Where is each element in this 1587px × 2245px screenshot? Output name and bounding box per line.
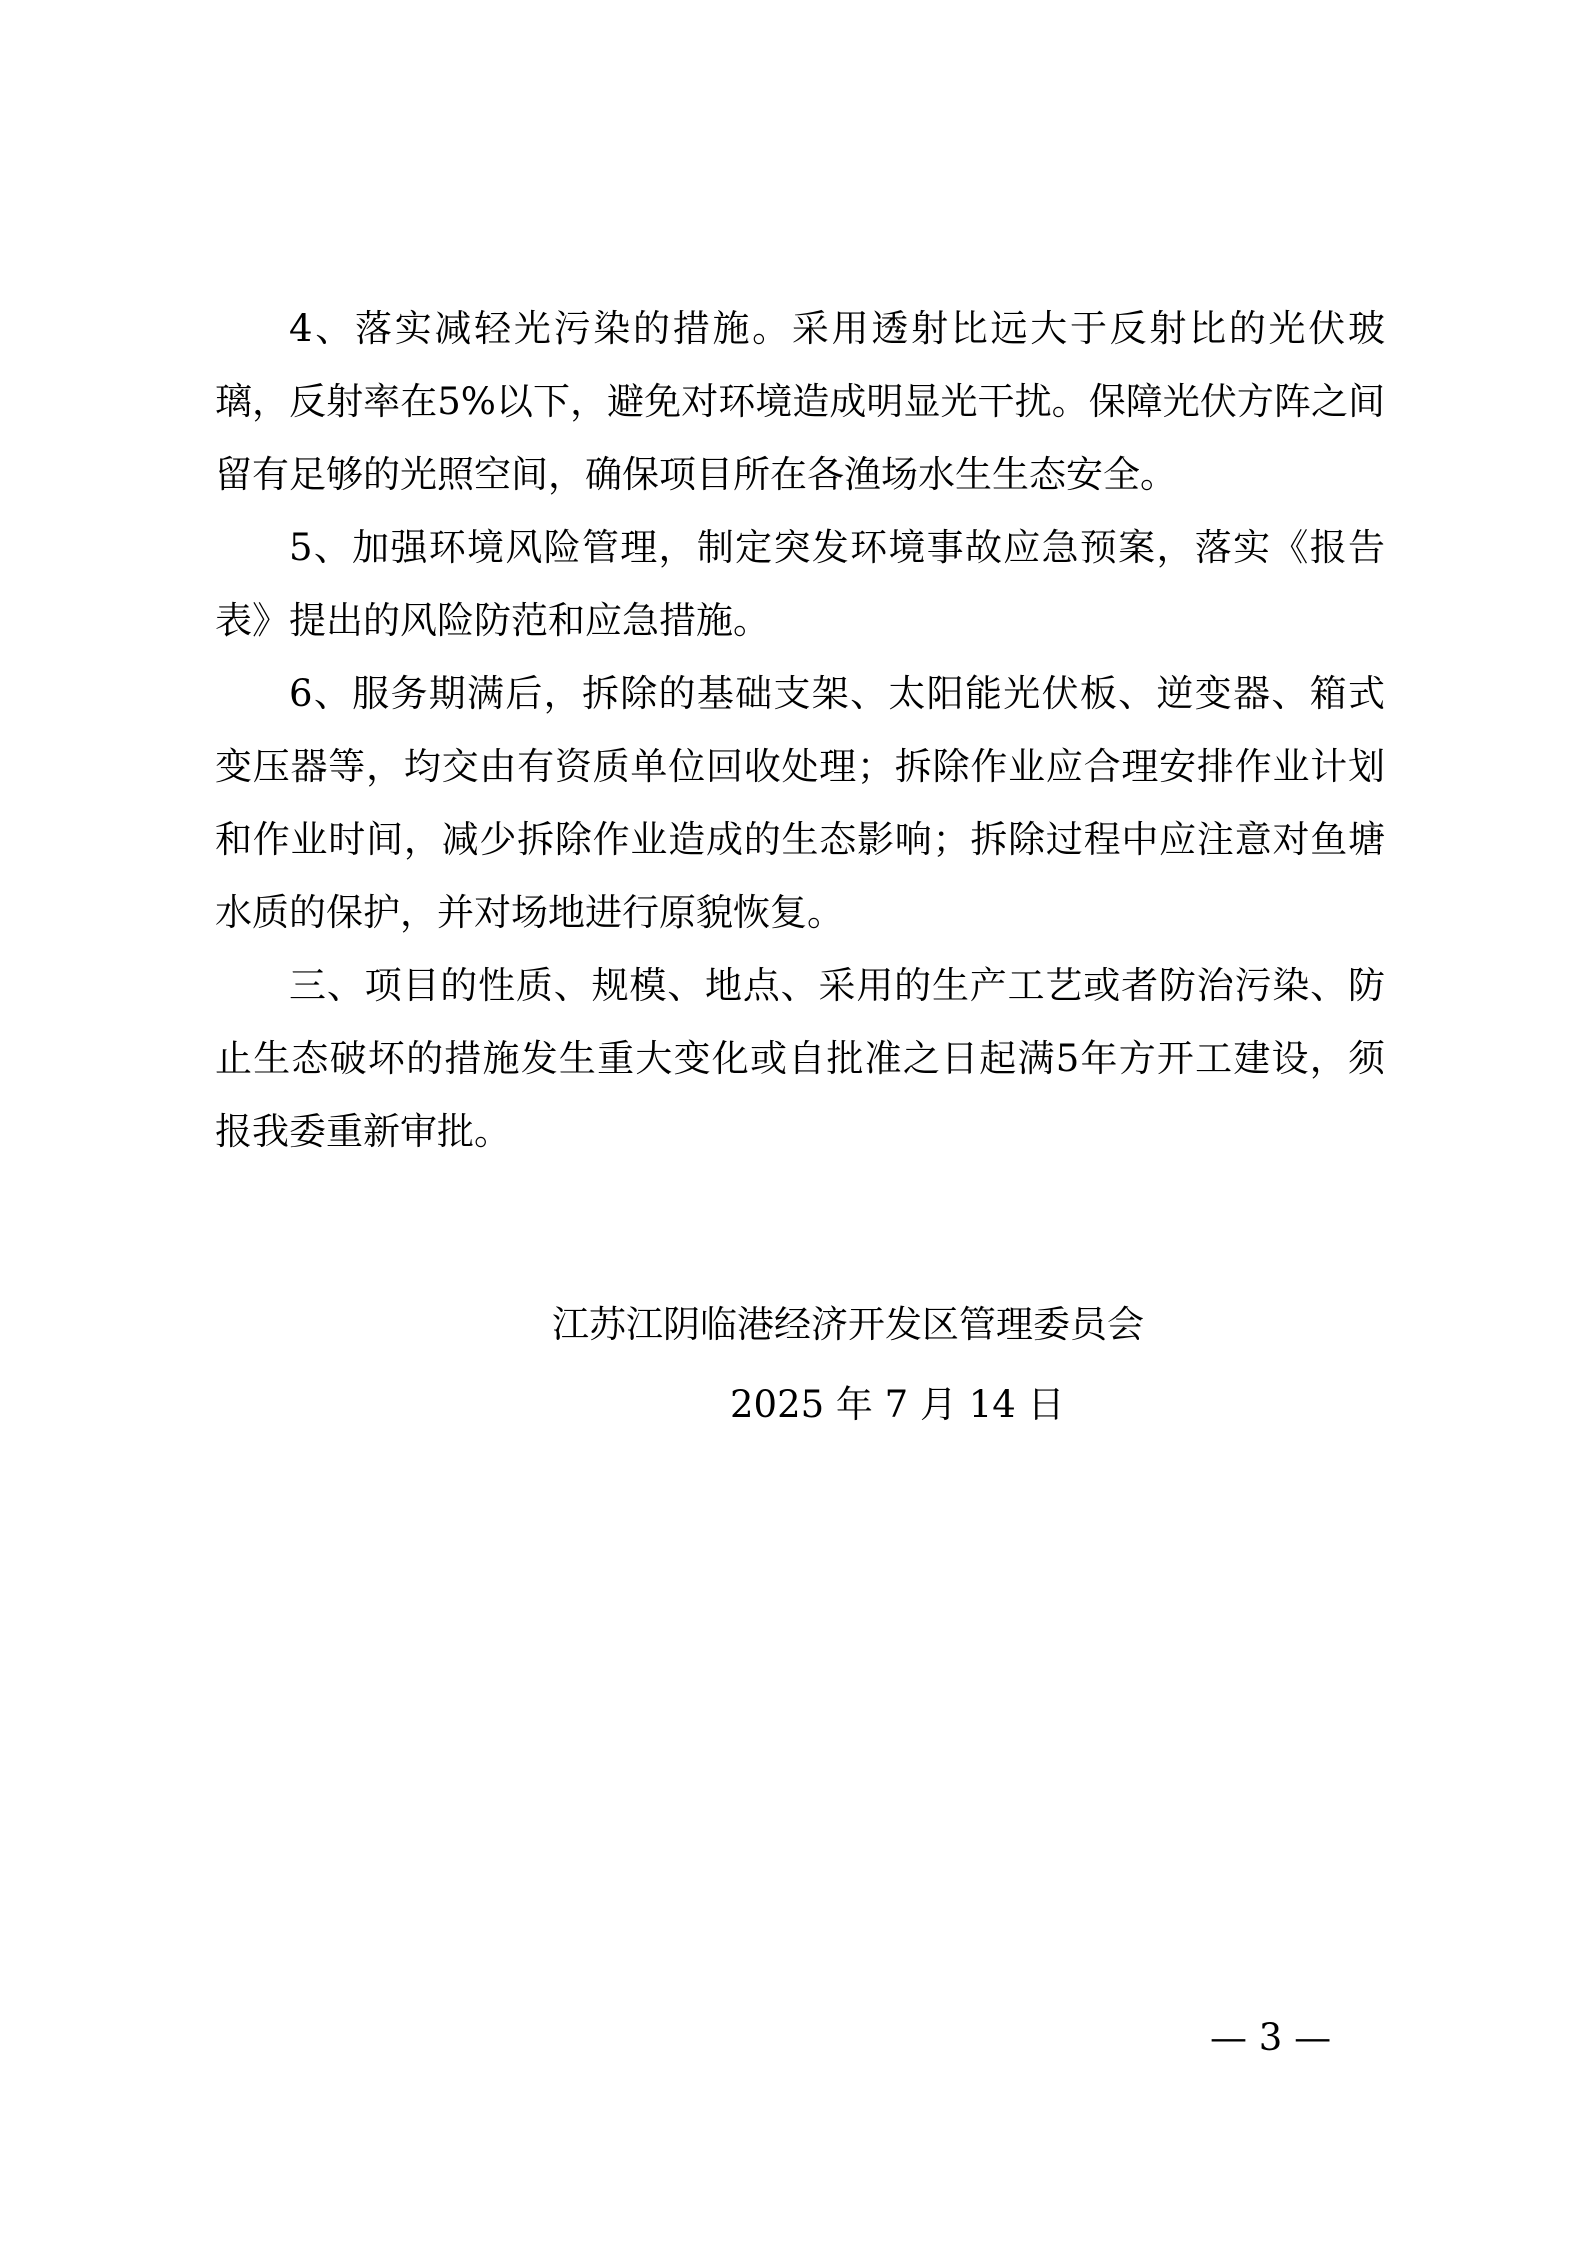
paragraph-reapproval: 三、项目的性质、规模、地点、采用的生产工艺或者防治污染、防止生态破坏的措施发生重大变化或自批准之日起满5年方开工建设，须报我委重新审批。: [215, 964, 1385, 1153]
paragraph-light-pollution: 4、落实减轻光污染的措施。采用透射比远大于反射比的光伏玻璃，反射率在5%以下，避免对环境造成明显光干扰。保障光伏方阵之间留有足够的光照空间，确保项目所在各渔场水生生态安全。: [215, 307, 1385, 496]
paragraph-risk-management: 5、加强环境风险管理，制定突发环境事故应急预案，落实《报告表》提出的风险防范和应急措施。: [215, 526, 1385, 642]
document-body: [215, 292, 1385, 1168]
paragraph-decommissioning: 6、服务期满后，拆除的基础支架、太阳能光伏板、逆变器、箱式变压器等，均交由有资质单位回收处理；拆除作业应合理安排作业计划和作业时间，减少拆除作业造成的生态影响；拆除过程中应注意对鱼塘水质的保护，并对场地进行原貌恢复。: [215, 672, 1385, 934]
issue-date: 2025 年 7 月 14 日: [730, 1383, 1065, 1426]
page-number: — 3 —: [1210, 2016, 1332, 2059]
issuing-organization: 江苏江阴临港经济开发区管理委员会: [552, 1303, 1144, 1346]
